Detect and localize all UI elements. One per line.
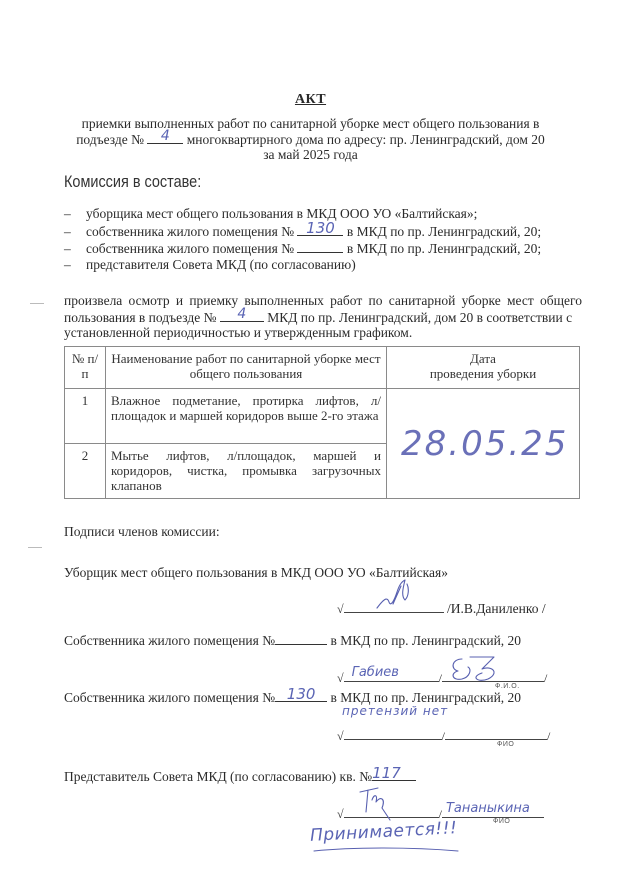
table-header-row	[65, 347, 580, 389]
owner-1-apartment-field[interactable]	[275, 632, 327, 645]
list-bullet: –	[64, 224, 71, 239]
subtitle-line-2	[0, 128, 621, 147]
header-number: № п/п	[65, 347, 106, 389]
council-rep-handwritten-note: Принимается!!!	[309, 818, 458, 846]
owner-2-fio-caption: ФИО	[497, 741, 515, 748]
owner-2-apartment-field[interactable]	[275, 685, 327, 703]
list-bullet: –	[64, 257, 71, 272]
row-work-name: Влажное подметание, протирка лифтов, л/площадок и маршей коридоров выше 2-го этажа	[106, 389, 387, 444]
inspection-line-3: установленной периодичностью и утвержденным графиком.	[64, 325, 413, 340]
header-date-line-2: проведения уборки	[429, 366, 537, 381]
row-work-name: Мытье лифтов, л/площадок, маршей и коридоров, чистка, промывка загрузочных клапанов	[106, 444, 387, 499]
council-rep-apartment-handwritten: 117	[372, 764, 401, 782]
owner-2-name-field[interactable]	[344, 725, 442, 740]
council-rep-signature-line: √ / Тананыкина	[337, 803, 544, 822]
cleaner-name: /И.В.Даниленко /	[446, 601, 546, 616]
check-mark-icon: √	[337, 807, 344, 821]
owner-2-apartment-handwritten: 130	[286, 685, 316, 703]
commission-member-owner-2	[64, 240, 541, 256]
row-number: 2	[65, 444, 106, 499]
council-rep-label-text: Представитель Совета МКД (по согласованию) кв. №	[64, 769, 373, 784]
owner-1-fio-caption: Ф.И.О.	[495, 683, 520, 690]
commission-member-text: уборщика мест общего пользования в МКД ООО УО «Балтийская»;	[86, 206, 478, 221]
list-bullet: –	[64, 241, 71, 256]
inspection-line-1: произвела осмотр и приемку выполненных работ по санитарной уборке мест общего	[64, 293, 582, 308]
cleaner-signature-line	[337, 598, 546, 617]
apartment-number-field[interactable]	[297, 219, 343, 237]
owner-1-label	[64, 632, 521, 648]
owner-1-signature-line: √ Габиев / /	[337, 665, 548, 685]
list-bullet: –	[64, 206, 71, 221]
check-mark-icon: √	[337, 729, 344, 743]
commission-member-council	[64, 257, 356, 272]
subtitle-line-2-suffix: многоквартирного дома по адресу: пр. Ленинградский, дом 20	[186, 132, 545, 147]
commission-member-prefix: собственника жилого помещения №	[86, 241, 295, 256]
header-date-line-1: Дата	[470, 351, 496, 366]
commission-member-prefix: собственника жилого помещения №	[86, 224, 295, 239]
owner-1-signature-icon	[448, 655, 508, 683]
commission-member-cleaner	[64, 206, 477, 221]
council-rep-name-handwritten: Тананыкина	[445, 801, 530, 816]
subtitle-line-3: за май 2025 года	[263, 147, 358, 162]
cleaning-date-cell[interactable]	[387, 389, 580, 499]
owner-2-label-prefix: Собственника жилого помещения №	[64, 690, 276, 705]
commission-heading: Комиссия в составе:	[64, 172, 202, 191]
commission-member-text: представителя Совета МКД (по согласованию)	[86, 257, 356, 272]
document-title: АКТ	[294, 92, 327, 107]
apartment-number-handwritten: 130	[306, 219, 335, 237]
underline-stroke-icon	[312, 845, 462, 855]
check-mark-icon: √	[337, 602, 344, 616]
owner-2-signature-field[interactable]	[445, 725, 547, 740]
owner-1-name-handwritten: Габиев	[351, 665, 399, 680]
inspection-line-2-suffix: МКД по пр. Ленинградский, дом 20 в соответствии с	[267, 310, 573, 325]
scan-margin-mark	[30, 303, 44, 304]
entrance-number-field[interactable]	[147, 128, 183, 144]
owner-2-handwritten-note: претензий нет	[342, 704, 449, 718]
subtitle-line-2-prefix: подъезде №	[76, 132, 144, 147]
scan-margin-mark	[28, 547, 42, 548]
check-mark-icon: √	[337, 671, 344, 685]
inspection-line-2	[64, 306, 573, 325]
inspection-entrance-field[interactable]	[220, 306, 264, 322]
cleaner-label: Уборщик мест общего пользования в МКД ООО УО «Балтийская»	[64, 565, 448, 580]
council-rep-signature-icon	[356, 778, 396, 822]
inspection-entrance-handwritten: 4	[237, 306, 247, 322]
commission-member-suffix: в МКД по пр. Ленинградский, 20;	[346, 241, 542, 256]
subtitle-line-1: приемки выполненных работ по санитарной уборке мест общего пользования в	[81, 116, 540, 131]
header-work-name: Наименование работ по санитарной уборке мест общего пользования	[106, 347, 387, 389]
cleaner-signature-icon	[375, 578, 415, 612]
table-row	[65, 389, 580, 444]
owner-2-label-suffix: в МКД по пр. Ленинградский, 20	[330, 690, 522, 705]
signatures-heading: Подписи членов комиссии:	[64, 524, 220, 539]
entrance-number-handwritten: 4	[160, 128, 170, 144]
apartment-number-field[interactable]	[297, 240, 343, 253]
council-rep-fio-caption: ФИО	[493, 818, 511, 825]
header-date	[387, 347, 580, 389]
council-rep-name-field[interactable]	[442, 803, 544, 818]
commission-member-owner-1	[64, 219, 542, 239]
row-number: 1	[65, 389, 106, 444]
commission-member-suffix: в МКД по пр. Ленинградский, 20;	[346, 224, 542, 239]
cleaning-date-handwritten: 28.05.25	[401, 423, 569, 464]
owner-1-label-suffix: в МКД по пр. Ленинградский, 20	[330, 633, 522, 648]
owner-2-signature-line: √ / /	[337, 725, 550, 744]
owner-1-name-field[interactable]	[344, 667, 439, 682]
owner-1-label-prefix: Собственника жилого помещения №	[64, 633, 276, 648]
inspection-line-2-prefix: пользования в подъезде №	[64, 310, 217, 325]
works-table	[64, 346, 580, 499]
